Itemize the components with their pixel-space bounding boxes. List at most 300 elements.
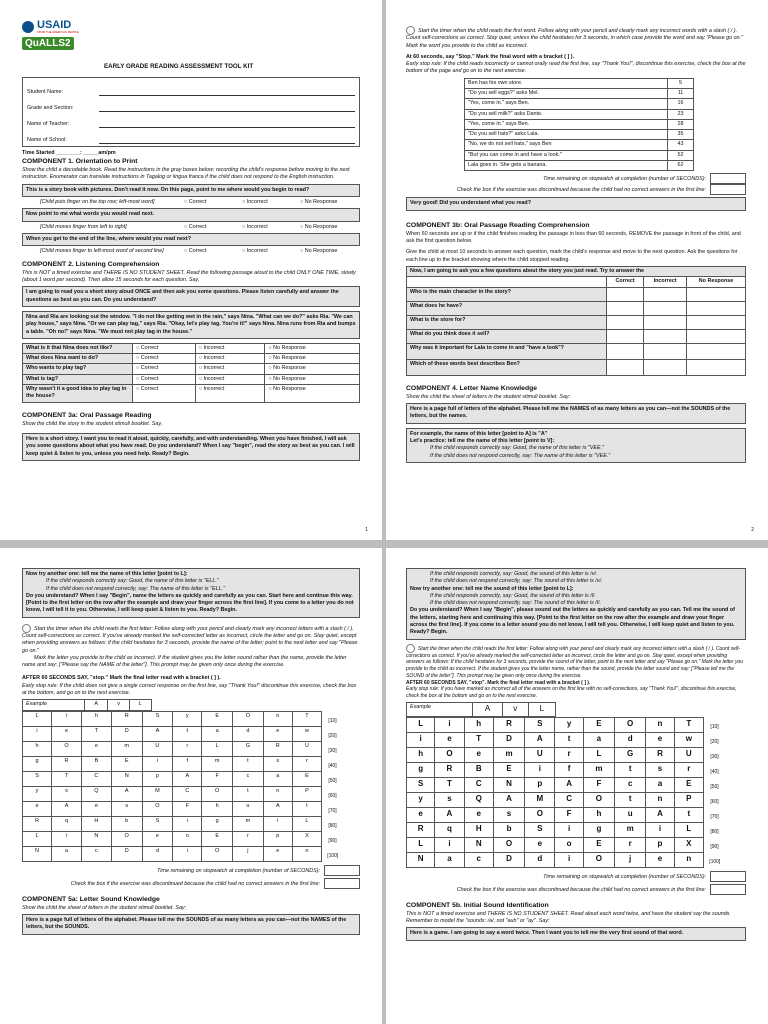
letter-cell[interactable]: P (674, 792, 703, 807)
letter-cell[interactable]: T (292, 711, 321, 726)
letter-cell[interactable]: a (202, 726, 233, 741)
letter-cell[interactable]: O (202, 846, 233, 861)
letter-cell[interactable]: i (52, 831, 82, 846)
at-60-seconds: At 60 seconds, say "Stop." Mark the final word with a bracket ( ] ). (406, 53, 575, 60)
letter-cell[interactable]: n (263, 786, 292, 801)
letter-cell[interactable]: i (173, 846, 202, 861)
incorrect-cell[interactable] (644, 359, 687, 375)
letter-cell[interactable]: A (646, 807, 674, 822)
letter-cell[interactable]: n (263, 711, 292, 726)
radio-no-response[interactable]: ○ No Response (300, 223, 338, 230)
letter-cell[interactable]: i (173, 816, 202, 831)
letter-cell[interactable]: a (52, 846, 82, 861)
no-response-cell[interactable] (687, 359, 746, 375)
component-3a-title: COMPONENT 3a: Oral Passage Reading (22, 411, 152, 419)
letter-cell[interactable]: b (111, 816, 142, 831)
page-number: 2 (751, 527, 754, 534)
discontinue-checkbox[interactable] (324, 878, 360, 889)
letter-cell[interactable]: L (407, 837, 435, 852)
discontinue-checkbox[interactable] (710, 884, 746, 895)
letter-cell[interactable]: q (52, 816, 82, 831)
teacher-name-field[interactable] (99, 120, 355, 128)
letter-cell[interactable]: e (52, 726, 82, 741)
correct-cell[interactable] (607, 287, 644, 301)
letter-cell[interactable]: A (142, 726, 173, 741)
letter-cell[interactable]: p (525, 777, 555, 792)
letter-cell[interactable]: O (615, 717, 646, 732)
letter-cell[interactable]: m (493, 747, 524, 762)
letter-cell[interactable]: i (435, 837, 464, 852)
no-response-cell[interactable] (687, 287, 746, 301)
letter-cell[interactable]: O (435, 747, 464, 762)
component-5b-instructions: This is NOT a timed exercise and THERE IS NO STUDENT SHEET. Read aloud each word twice, and have the student say the sounds. Remember to model the "sounds: /a/, not "auh" or "ay". Say: (406, 910, 731, 925)
letter-cell[interactable]: O (583, 792, 614, 807)
school-name-field[interactable] (99, 136, 355, 144)
field-label: Grade and Section: (27, 104, 74, 111)
letter-cell[interactable]: E (111, 756, 142, 771)
incorrect-cell[interactable] (644, 287, 687, 301)
usaid-logo-text: USAID (37, 19, 72, 31)
letter-cell[interactable]: i (555, 822, 583, 837)
letter-cell[interactable]: O (583, 852, 614, 867)
early-stop-rule: Early stop rule: If you have marked as incorrect all of the answers on the first line with no self-corrections, say "Thank You!", discontinue this exercise, check the box at the bottom and go on to the next exercise. (406, 686, 737, 700)
letter-cell[interactable]: a (435, 852, 464, 867)
letter-cell[interactable]: w (292, 726, 321, 741)
letter-cell[interactable]: L (407, 717, 435, 732)
letter-cell[interactable]: s (52, 786, 82, 801)
passage-line: "Do you sell hats?" asks Lala. 35 (465, 130, 694, 140)
letter-cell[interactable]: h (23, 741, 52, 756)
letter-cell[interactable]: r (292, 756, 321, 771)
letter-cell[interactable]: r (615, 837, 646, 852)
letter-cell[interactable]: f (555, 762, 583, 777)
table-row: What do you think does it sell? (407, 329, 746, 343)
letter-cell[interactable]: e (142, 831, 173, 846)
passage-line: "Do you sell milk?" asks Dante. 23 (465, 109, 694, 119)
letter-cell[interactable]: s (493, 807, 524, 822)
letter-cell[interactable]: L (23, 831, 52, 846)
radio-no-response[interactable]: ○ No Response (300, 199, 338, 206)
letter-row (23, 771, 344, 786)
letter-cell[interactable]: n (646, 717, 674, 732)
radio-incorrect[interactable]: ○ Incorrect (195, 343, 265, 353)
letter-row (23, 846, 344, 861)
response-row: [Child moves finger to left-most word of second line] ○ Correct ○ Incorrect ○ No Response (40, 248, 338, 255)
letter-grid (406, 717, 726, 868)
time-remaining-label: Time remaining on stopwatch at completion (number of SECONDS): (406, 871, 746, 882)
letter-cell[interactable]: m (202, 756, 233, 771)
correct-cell[interactable] (607, 329, 644, 343)
letter-cell[interactable]: S (142, 711, 173, 726)
letter-cell[interactable]: D (111, 726, 142, 741)
correct-cell[interactable] (607, 315, 644, 329)
no-response-cell[interactable] (687, 329, 746, 343)
letter-cell[interactable]: m (615, 822, 646, 837)
letter-cell[interactable]: t (615, 792, 646, 807)
row-count: [100] (327, 853, 339, 860)
letter-cell[interactable]: C (555, 792, 583, 807)
letter-cell[interactable]: A (111, 786, 142, 801)
radio-no-response[interactable]: ○ No Response (300, 248, 338, 255)
letter-cell[interactable]: u (233, 801, 264, 816)
letter-cell[interactable]: B (464, 762, 493, 777)
letter-cell[interactable]: d (525, 852, 555, 867)
letter-cell[interactable]: L (292, 816, 321, 831)
letter-cell[interactable]: N (23, 846, 52, 861)
discontinue-check-label: Check the box if the exercise was discontinued because the child had no correct answers in the first line: (22, 878, 360, 889)
letter-cell[interactable]: L (202, 741, 233, 756)
letter-cell[interactable]: M (525, 792, 555, 807)
radio-incorrect[interactable]: ○ Incorrect (195, 374, 265, 384)
no-response-cell[interactable] (687, 315, 746, 329)
letter-cell[interactable]: U (142, 741, 173, 756)
letter-cell[interactable]: E (202, 711, 233, 726)
letter-cell[interactable]: T (464, 732, 493, 747)
letter-cell[interactable]: g (583, 822, 614, 837)
letter-cell[interactable]: D (111, 846, 142, 861)
radio-incorrect[interactable]: ○ Incorrect (242, 223, 268, 230)
component-1-title: COMPONENT 1. Orientation to Print (22, 158, 138, 165)
letter-cell[interactable]: R (23, 816, 52, 831)
letter-cell[interactable]: A (555, 777, 583, 792)
field-label: Student Name: (27, 88, 63, 95)
letter-cell[interactable]: N (407, 852, 435, 867)
letter-cell[interactable]: e (407, 807, 435, 822)
letter-cell[interactable]: e (435, 732, 464, 747)
table-row: Who wants to play tag? ○ Correct ○ Incorrect ○ No Response (23, 364, 360, 374)
letter-cell[interactable]: L (23, 711, 52, 726)
component-5a-instructions: Show the child the sheet of letters in the student stimuli booklet. Say: (22, 904, 187, 911)
passage-line: "Yes, come in." says Ben. 28 (465, 119, 694, 129)
letter-cell[interactable]: i (435, 717, 464, 732)
letter-cell[interactable]: P (292, 786, 321, 801)
row-count: [20] (328, 733, 337, 740)
letter-cell[interactable]: A (173, 771, 202, 786)
letter-cell[interactable]: N (111, 771, 142, 786)
letter-cell[interactable]: E (493, 762, 524, 777)
letter-cell[interactable]: b (493, 822, 524, 837)
letter-cell[interactable]: R (435, 762, 464, 777)
incorrect-cell[interactable] (644, 343, 687, 359)
radio-correct[interactable]: ○ Correct (184, 248, 207, 255)
letter-cell[interactable]: S (142, 816, 173, 831)
no-response-cell[interactable] (687, 343, 746, 359)
letter-cell[interactable]: H (81, 816, 111, 831)
letter-cell[interactable]: t (233, 786, 264, 801)
letter-cell[interactable]: A (493, 792, 524, 807)
letter-cell[interactable]: X (292, 831, 321, 846)
letter-cell[interactable]: t (292, 801, 321, 816)
radio-correct[interactable]: ○ Correct (133, 384, 196, 402)
letter-cell[interactable]: T (52, 771, 82, 786)
radio-correct[interactable]: ○ Correct (184, 223, 207, 230)
letter-cell[interactable]: g (23, 756, 52, 771)
seconds-field[interactable] (710, 871, 746, 882)
listening-questions-table (22, 343, 360, 403)
letter-cell[interactable]: c (464, 852, 493, 867)
radio-incorrect[interactable]: ○ Incorrect (242, 199, 268, 206)
radio-no-response[interactable]: ○ No Response (265, 343, 360, 353)
kit-title: EARLY GRADE READING ASSESSMENT TOOL KIT (104, 63, 254, 70)
correct-cell[interactable] (607, 359, 644, 375)
table-row: What is it that Nina does not like? ○ Correct ○ Incorrect ○ No Response (23, 343, 360, 353)
letter-cell[interactable]: h (81, 711, 111, 726)
page-3 (0, 548, 382, 1024)
grade-section-field[interactable] (99, 104, 355, 112)
letter-cell[interactable]: c (81, 846, 111, 861)
letter-cell[interactable]: p (263, 831, 292, 846)
letter-cell[interactable]: O (493, 837, 524, 852)
letter-cell[interactable]: L (583, 747, 614, 762)
letter-cell[interactable]: A (52, 801, 82, 816)
letter-cell[interactable]: C (464, 777, 493, 792)
letter-cell[interactable]: o (173, 831, 202, 846)
prompt-box: I am going to read you a short story aloud ONCE and then ask you some questions. Please listen carefully and answer the questions as best as you can. Do you understand? (22, 286, 360, 307)
radio-incorrect[interactable]: ○ Incorrect (195, 354, 265, 364)
letter-cell[interactable]: r (674, 762, 703, 777)
letter-cell[interactable]: O (525, 807, 555, 822)
radio-no-response[interactable]: ○ No Response (265, 364, 360, 374)
letter-cell[interactable]: r (555, 747, 583, 762)
letter-row (23, 711, 344, 726)
student-name-field[interactable] (99, 88, 355, 96)
table-row: Who is the main character in the story? (407, 287, 746, 301)
letter-cell[interactable]: i (407, 732, 435, 747)
letter-cell[interactable]: E (202, 831, 233, 846)
letter-cell[interactable]: E (583, 837, 614, 852)
example-row: Example A v L (406, 702, 556, 717)
letter-cell[interactable]: R (52, 756, 82, 771)
letter-cell[interactable]: o (555, 837, 583, 852)
letter-cell[interactable]: q (435, 822, 464, 837)
letter-cell[interactable]: t (674, 807, 703, 822)
letter-cell[interactable]: F (555, 807, 583, 822)
letter-cell[interactable]: A (263, 801, 292, 816)
letter-cell[interactable]: d (233, 726, 264, 741)
letter-cell[interactable]: T (674, 717, 703, 732)
letter-cell[interactable]: R (493, 717, 524, 732)
letter-cell[interactable]: O (111, 831, 142, 846)
letter-cell[interactable]: y (407, 792, 435, 807)
example-box: For example, the name of this letter [point to A] is "A" Let's practice: tell me the name of this letter [point to V]: If the child responds correctly say: Good, the name of this letter is "VEE." If the child does not respond correctly, say: The name of this letter is "VEE." (406, 428, 746, 463)
letter-cell[interactable]: O (142, 801, 173, 816)
letter-cell[interactable]: a (646, 777, 674, 792)
letter-cell[interactable]: e (646, 852, 674, 867)
letter-cell[interactable]: y (173, 711, 202, 726)
letter-cell[interactable]: s (111, 801, 142, 816)
letter-cell[interactable]: h (407, 747, 435, 762)
letter-cell[interactable]: i (646, 822, 674, 837)
radio-correct[interactable]: ○ Correct (133, 374, 196, 384)
letter-cell[interactable]: U (674, 747, 703, 762)
letter-cell[interactable]: c (615, 777, 646, 792)
letter-cell[interactable]: N (493, 777, 524, 792)
letter-cell[interactable]: n (674, 852, 703, 867)
correct-cell[interactable] (607, 343, 644, 359)
letter-cell[interactable]: i (263, 816, 292, 831)
letter-cell[interactable]: i (142, 756, 173, 771)
seconds-field[interactable] (710, 173, 746, 184)
letter-cell[interactable]: O (52, 741, 82, 756)
letter-cell[interactable]: U (525, 747, 555, 762)
letter-cell[interactable]: h (202, 801, 233, 816)
letter-cell[interactable]: F (173, 801, 202, 816)
letter-cell[interactable]: X (674, 837, 703, 852)
letter-cell[interactable]: g (202, 816, 233, 831)
timer-instructions: Start the timer when the child reads the first letter: Follow along with your pencil and clearly mark any incorrect letters with a slash ( / ). Count self-corrections as correct. If you've already marked the self-corrected letter as incorrect, circle the letter and go on. Stay quiet, except when providing answers as follows: If the child hesitates for 3 seconds, provide the sound of the letter, point to the next letter and say "Please go on." Mark the letter you provide to the child as incorrect. If the student gives you the letter name, rather than the sound, provide the letter sound and say: ["Please tell me the SOUND of the letter"]. This prompt may be given only once during the exercise. (406, 645, 744, 679)
letter-cell[interactable]: C (173, 786, 202, 801)
letter-cell[interactable]: e (464, 747, 493, 762)
radio-correct[interactable]: ○ Correct (133, 364, 196, 374)
letter-cell[interactable]: Q (81, 786, 111, 801)
letter-cell[interactable]: U (292, 741, 321, 756)
letter-cell[interactable]: R (111, 711, 142, 726)
row-count: [20] (710, 739, 719, 746)
letter-cell[interactable]: e (525, 837, 555, 852)
letter-cell[interactable]: O (202, 786, 233, 801)
passage-line: "No, we do not sell hats," says Ben 43 (465, 140, 694, 150)
letter-cell[interactable]: d (142, 846, 173, 861)
radio-correct[interactable]: ○ Correct (133, 354, 196, 364)
letter-cell[interactable]: t (555, 732, 583, 747)
field-label: Name of School: (27, 136, 67, 143)
letter-cell[interactable]: t (615, 762, 646, 777)
letter-cell[interactable]: w (674, 732, 703, 747)
letter-cell[interactable]: r (173, 741, 202, 756)
radio-correct[interactable]: ○ Correct (184, 199, 207, 206)
letter-cell[interactable]: E (583, 717, 614, 732)
letter-cell[interactable]: S (23, 771, 52, 786)
letter-cell[interactable]: h (583, 807, 614, 822)
letter-cell[interactable]: s (263, 756, 292, 771)
letter-cell[interactable]: r (233, 831, 264, 846)
passage-line: "But you can come in and have a look." 52 (465, 150, 694, 160)
passage-line: "Do you sell eggs?" asks Mel. 11 (465, 89, 694, 99)
letter-cell[interactable]: y (23, 786, 52, 801)
radio-incorrect[interactable]: ○ Incorrect (195, 384, 265, 402)
letter-cell[interactable]: u (615, 807, 646, 822)
letter-cell[interactable]: N (81, 831, 111, 846)
letter-cell[interactable]: A (435, 807, 464, 822)
letter-cell[interactable]: H (464, 822, 493, 837)
letter-cell[interactable]: R (263, 741, 292, 756)
correct-cell[interactable] (607, 301, 644, 315)
letter-cell[interactable]: B (81, 756, 111, 771)
letter-cell[interactable]: F (583, 777, 614, 792)
letter-cell[interactable]: F (202, 771, 233, 786)
letter-cell[interactable]: p (646, 837, 674, 852)
letter-grid (22, 711, 344, 862)
timer-instructions: Start the timer when the child reads the first letter: Follow along with your pencil and clearly mark any incorrect letters with a slash ( / ). Count self-corrections as correct. If you've already marked the self-corrected letter as incorrect, circle the letter and go on. Stay quiet, except when providing answers as follows: if the child hesitates for 3 seconds, provide the name of the letter; point to the next letter and say "Please go on." (22, 625, 358, 654)
letter-cell[interactable]: e (23, 801, 52, 816)
letter-cell[interactable]: e (646, 732, 674, 747)
component-3b-instructions-1: When 60 seconds are up or if the child finishes reading the passage in less than 60 seconds, REMOVE the passage in front of the child, and ask the first question below. (406, 230, 741, 245)
letter-cell[interactable]: i (52, 711, 82, 726)
letter-cell[interactable]: e (464, 807, 493, 822)
letter-cell[interactable]: L (674, 822, 703, 837)
letter-cell[interactable]: O (233, 711, 264, 726)
prompt-box: Here is a page full of letters of the alphabet. Please tell me the NAMES of as many letters as you can—not the SOUNDS of the letters, but the names. (406, 403, 746, 424)
seconds-field[interactable] (324, 865, 360, 876)
letter-cell[interactable]: i (555, 852, 583, 867)
letter-cell[interactable]: G (233, 741, 264, 756)
letter-cell[interactable]: s (435, 792, 464, 807)
letter-cell[interactable]: a (583, 732, 614, 747)
letter-cell[interactable]: e (263, 726, 292, 741)
radio-incorrect[interactable]: ○ Incorrect (242, 248, 268, 255)
row-count: [90] (710, 844, 719, 851)
letter-cell[interactable]: E (674, 777, 703, 792)
letter-cell[interactable]: R (646, 747, 674, 762)
letter-cell[interactable]: c (233, 771, 264, 786)
letter-cell[interactable]: C (81, 771, 111, 786)
discontinue-checkbox[interactable] (710, 184, 746, 195)
radio-no-response[interactable]: ○ No Response (265, 374, 360, 384)
letter-cell[interactable]: p (142, 771, 173, 786)
radio-no-response[interactable]: ○ No Response (265, 384, 360, 402)
letter-cell[interactable]: i (23, 726, 52, 741)
letter-cell[interactable]: t (233, 756, 264, 771)
letter-cell[interactable]: n (646, 792, 674, 807)
letter-cell[interactable]: y (555, 717, 583, 732)
letter-cell[interactable]: S (407, 777, 435, 792)
letter-cell[interactable]: Q (464, 792, 493, 807)
letter-cell[interactable]: s (646, 762, 674, 777)
timer-instructions: Start the timer when the child reads the first word. Follow along with your pencil and clearly mark any incorrect words with a slash ( / ). Count self-corrections as correct. Stay quiet, unless the child hesitates for 3 seconds, in which case provide the word and say "Please go on." Mark the word you provide to the child as incorrect. (406, 27, 744, 49)
letter-cell[interactable]: m (111, 741, 142, 756)
letter-cell[interactable]: g (407, 762, 435, 777)
letter-cell[interactable]: N (464, 837, 493, 852)
letter-cell[interactable]: i (525, 762, 555, 777)
letter-cell[interactable]: j (615, 852, 646, 867)
letter-cell[interactable]: d (615, 732, 646, 747)
letter-cell[interactable]: t (173, 726, 202, 741)
letter-cell[interactable]: T (435, 777, 464, 792)
letter-cell[interactable]: T (81, 726, 111, 741)
response-row: [Child puts finger on the top row; left-most word] ○ Correct ○ Incorrect ○ No Response (40, 199, 338, 206)
letter-cell[interactable]: S (525, 717, 555, 732)
letter-cell[interactable]: a (263, 771, 292, 786)
letter-cell[interactable]: n (292, 846, 321, 861)
letter-cell[interactable]: e (81, 741, 111, 756)
radio-incorrect[interactable]: ○ Incorrect (195, 364, 265, 374)
table-row: What is tag? ○ Correct ○ Incorrect ○ No Response (23, 374, 360, 384)
letter-cell[interactable]: m (583, 762, 614, 777)
letter-cell[interactable]: G (615, 747, 646, 762)
letter-cell[interactable]: R (407, 822, 435, 837)
letter-cell[interactable]: m (233, 816, 264, 831)
letter-cell[interactable]: E (292, 771, 321, 786)
letter-cell[interactable]: f (173, 756, 202, 771)
no-response-cell[interactable] (687, 301, 746, 315)
incorrect-cell[interactable] (644, 301, 687, 315)
student-info-box (22, 77, 360, 147)
letter-cell[interactable]: D (493, 732, 524, 747)
letter-cell[interactable]: M (142, 786, 173, 801)
radio-correct[interactable]: ○ Correct (133, 343, 196, 353)
letter-cell[interactable]: D (493, 852, 524, 867)
letter-cell[interactable]: h (464, 717, 493, 732)
letter-cell[interactable]: e (263, 846, 292, 861)
letter-cell[interactable]: e (81, 801, 111, 816)
letter-cell[interactable]: S (525, 822, 555, 837)
letter-cell[interactable]: A (525, 732, 555, 747)
table-row: What is the store for? (407, 315, 746, 329)
radio-no-response[interactable]: ○ No Response (265, 354, 360, 364)
incorrect-cell[interactable] (644, 329, 687, 343)
letter-cell[interactable]: j (233, 846, 264, 861)
incorrect-cell[interactable] (644, 315, 687, 329)
